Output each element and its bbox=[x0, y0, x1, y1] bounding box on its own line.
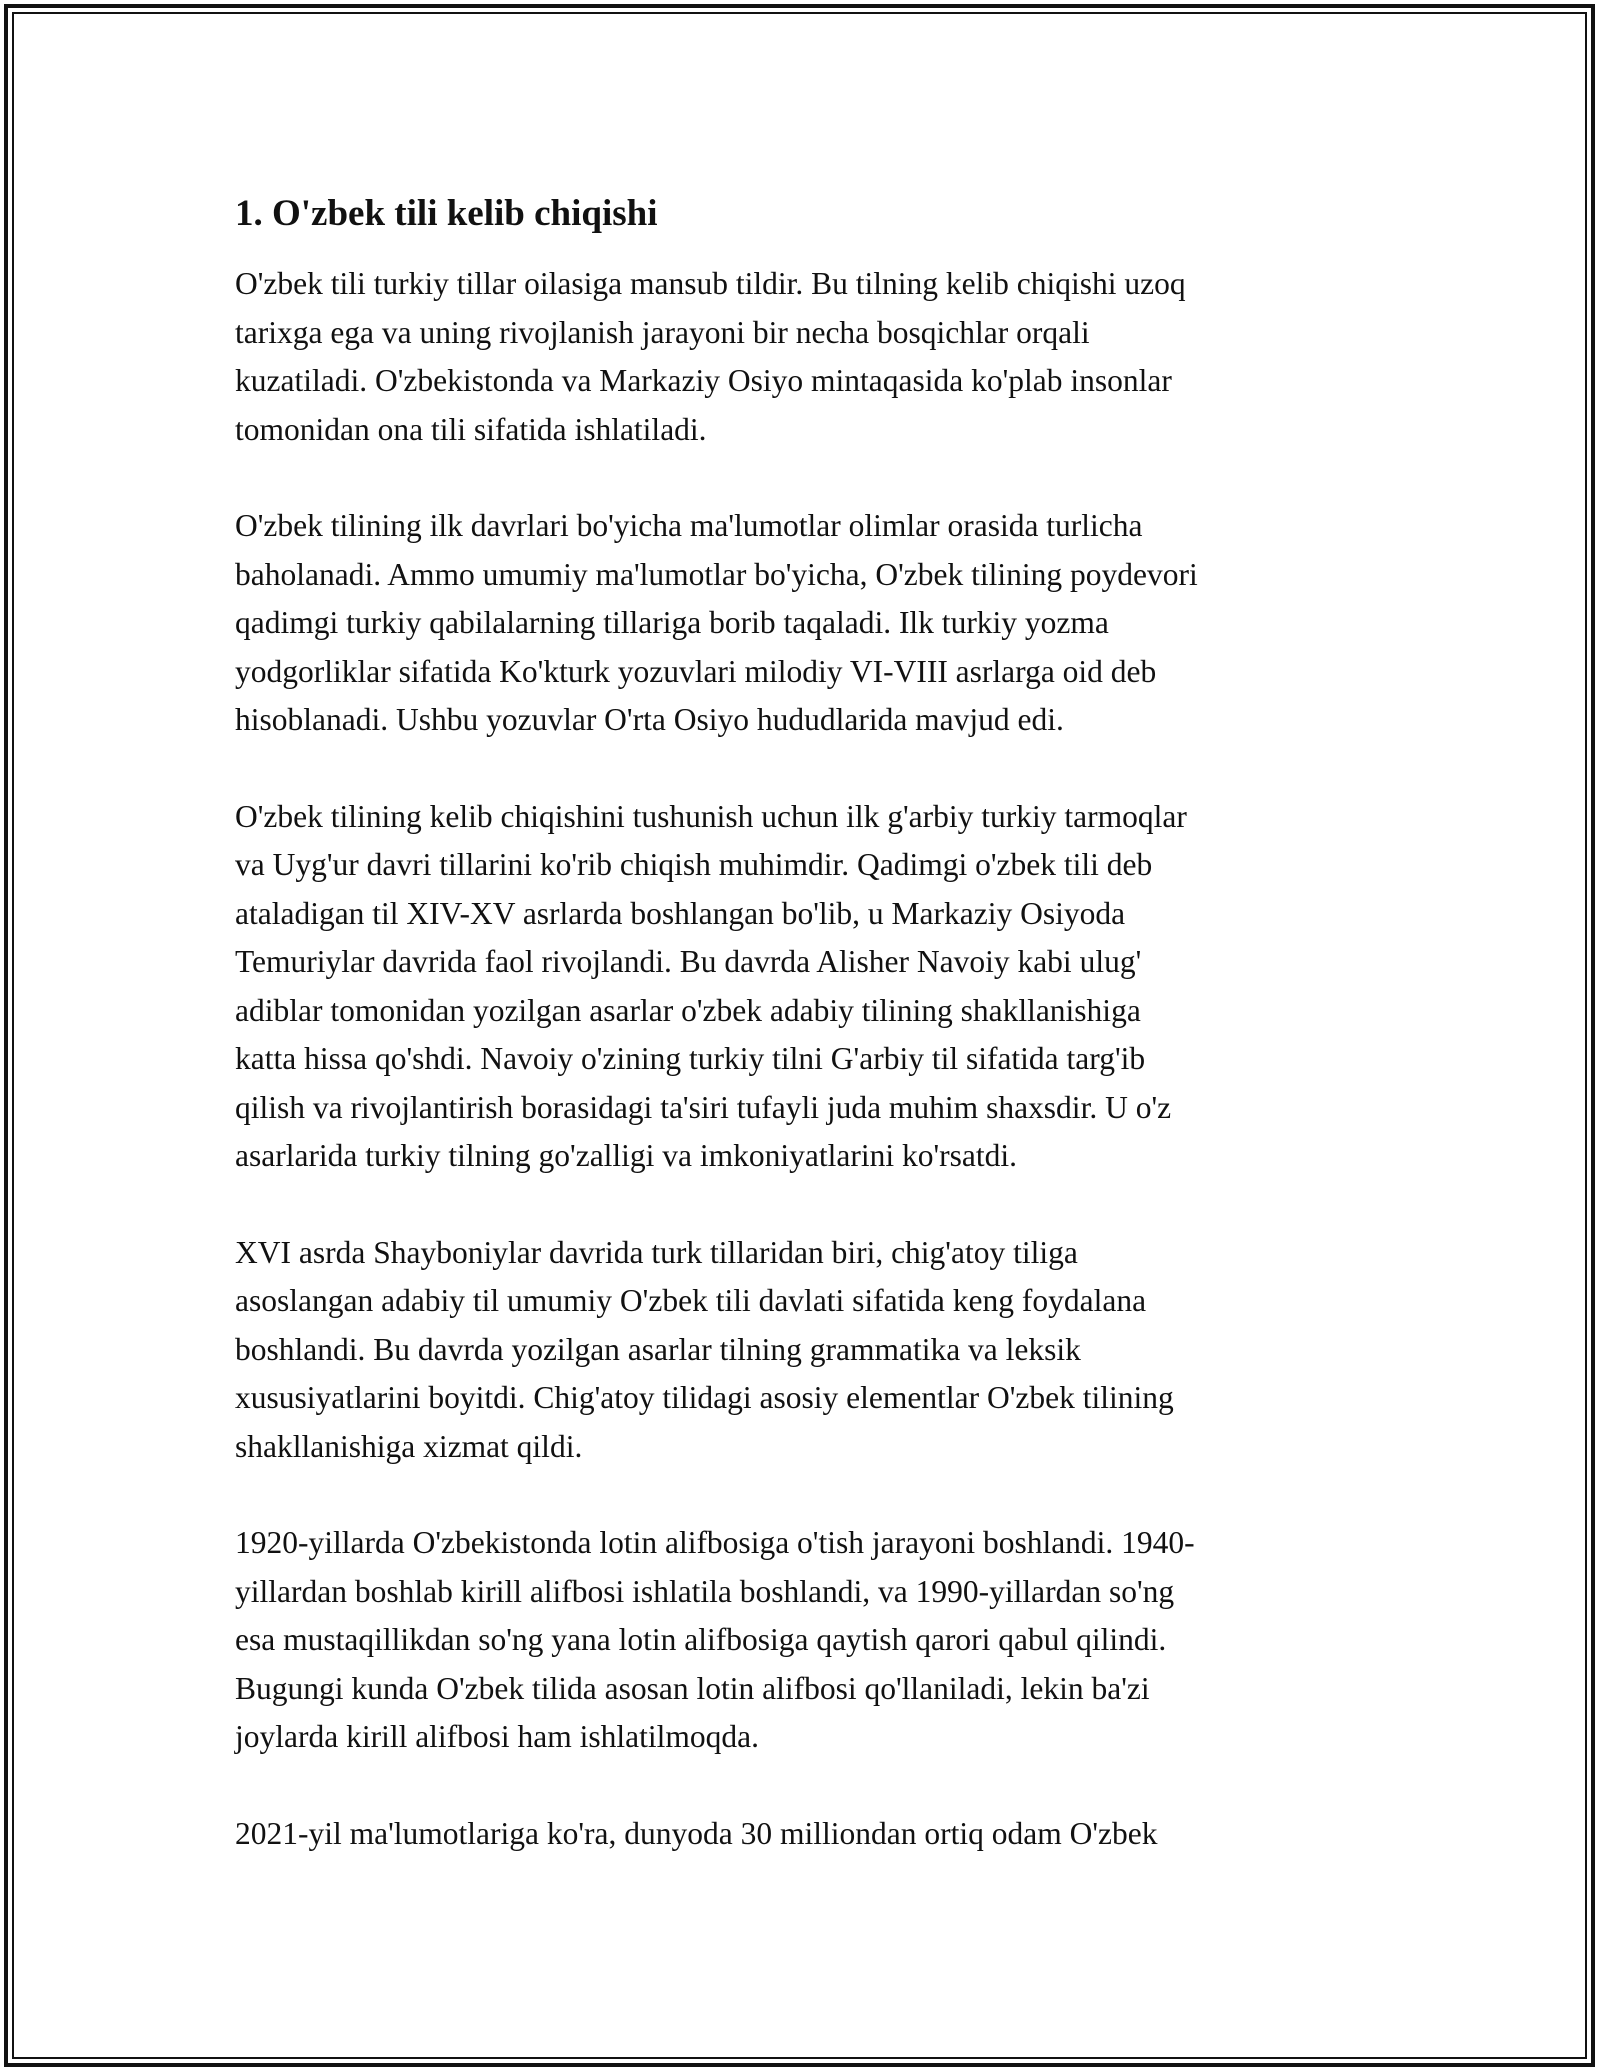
document-body bbox=[235, 190, 1365, 1906]
paragraph-6: 2021-yil ma'lumotlariga ko'ra, dunyoda 30 milliondan ortiq odam O'zbek bbox=[235, 1815, 1158, 1851]
section-heading: 1. O'zbek tili kelib chiqishi bbox=[235, 193, 658, 234]
paragraph-2: O'zbek tilining ilk davrlari bo'yicha ma'lumotlar olimlar orasida turlicha baholanadi. Ammo umumiy ma'lumotlar bo'yicha, O'zbek tilining poydevori qadimgi turkiy qabilalarning tillariga borib taqaladi. Ilk turkiy yozma yodgorliklar sifatida Ko'kturk yozuvlari milodiy VI-VIII asrlarga oid deb hisoblanadi. Ushbu yozuvlar O'rta Osiyo hududlarida mavjud edi. bbox=[235, 508, 1198, 737]
paragraph-5: 1920-yillarda O'zbekistonda lotin alifbosiga o'tish jarayoni boshlandi. 1940- yillardan boshlab kirill alifbosi ishlatila boshlandi, va 1990-yillardan so'ng esa mustaqillikdan so'ng yana lotin alifbosiga qaytish qarori qabul qilindi. Bugungi kunda O'zbek tilida asosan lotin alifbosi qo'llaniladi, lekin ba'zi joylarda kirill alifbosi ham ishlatilmoqda. bbox=[235, 1525, 1195, 1754]
paragraph-4: XVI asrda Shayboniylar davrida turk tillaridan biri, chig'atoy tiliga asoslangan adabiy til umumiy O'zbek tili davlati sifatida keng foydalana boshlandi. Bu davrda yozilgan asarlar tilning grammatika va leksik xususiyatlarini boyitdi. Chig'atoy tilidagi asosiy elementlar O'zbek tilining shakllanishiga xizmat qildi. bbox=[235, 1234, 1174, 1464]
paragraph-3: O'zbek tilining kelib chiqishini tushunish uchun ilk g'arbiy turkiy tarmoqlar va Uyg'ur davri tillarini ko'rib chiqish muhimdir. Qadimgi o'zbek tili deb ataladigan til XIV-XV asrlarda boshlangan bo'lib, u Markaziy Osiyoda Temuriylar davrida faol rivojlandi. Bu davrda Alisher Navoiy kabi ulug' adiblar tomonidan yozilgan asarlar o'zbek adabiy tilining shakllanishiga katta hissa qo'shdi. Navoiy o'zining turkiy tilni G'arbiy til sifatida targ'ib qilish va rivojlantirish borasidagi ta'siri tufayli juda muhim shaxsdir. U o'z asarlarida turkiy tilning go'zalligi va imkoniyatlarini ko'rsatdi. bbox=[235, 798, 1187, 1173]
paragraph-1: O'zbek tili turkiy tillar oilasiga mansub tildir. Bu tilning kelib chiqishi uzoq tarixga ega va uning rivojlanish jarayoni bir necha bosqichlar orqali kuzatiladi. O'zbekistonda va Markaziy Osiyo mintaqasida ko'plab insonlar tomonidan ona tili sifatida ishlatiladi. bbox=[235, 266, 1186, 447]
